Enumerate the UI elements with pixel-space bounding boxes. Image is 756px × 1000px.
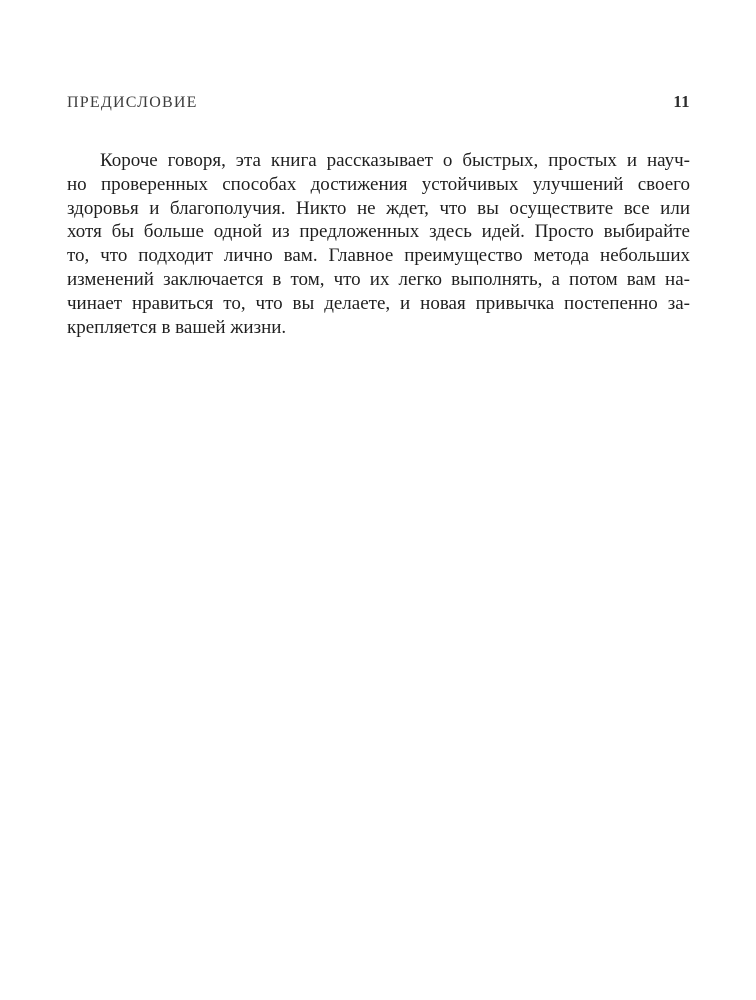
- running-header: [67, 93, 690, 112]
- paragraph-line: Короче говоря, эта книга рассказывает о быстрых, простых и науч-: [100, 150, 690, 171]
- paragraph-line: но проверенных способах достижения устойчивых улучшений своего: [67, 173, 690, 195]
- page-content: [67, 0, 690, 339]
- running-head-title: ПРЕДИСЛОВИЕ: [67, 94, 198, 111]
- page-number: 11: [673, 92, 690, 111]
- paragraph-line: чинает нравиться то, что вы делаете, и новая привычка постепенно за-: [67, 292, 690, 314]
- paragraph-line: крепляется в вашей жизни.: [67, 316, 287, 338]
- paragraph-line: изменений заключается в том, что их легко выполнять, а потом вам на-: [67, 268, 690, 290]
- paragraph-line: то, что подходит лично вам. Главное преимущество метода небольших: [67, 245, 690, 267]
- paragraph-line: здоровья и благополучия. Никто не ждет, что вы осуществите все или: [67, 197, 690, 219]
- paragraph-line: хотя бы больше одной из предложенных здесь идей. Просто выбирайте: [67, 221, 690, 243]
- preface-paragraph: [67, 149, 690, 339]
